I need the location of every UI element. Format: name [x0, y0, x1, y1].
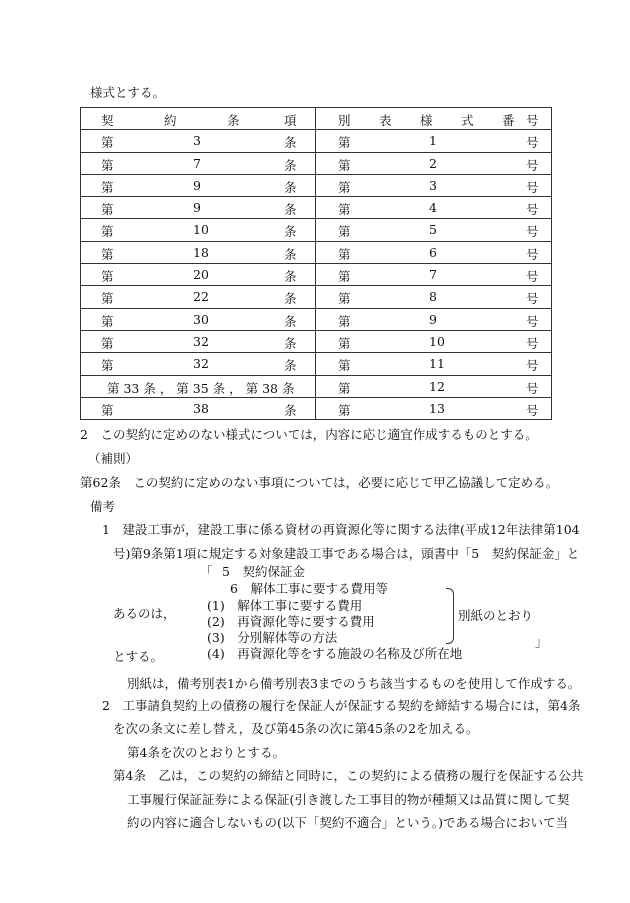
subitem-4: (4) 再資源化等をする施設の名称及び所在地: [207, 646, 463, 661]
header-char: 様: [420, 113, 433, 128]
article-prefix: 第: [101, 358, 114, 374]
form-suffix: 号: [526, 335, 539, 351]
article-suffix: 条: [284, 335, 297, 351]
form-number: 9: [429, 311, 437, 327]
table-row: [81, 219, 552, 241]
article-number: 9: [193, 200, 201, 216]
note2-line1: 2 工事請負契約上の債務の履行を保証人が保証する契約を締結する場合には，第4条: [102, 698, 581, 713]
article-cell: [81, 308, 316, 330]
form-cell: [316, 152, 552, 174]
article-suffix: 条: [284, 202, 297, 218]
article-prefix: 第: [101, 291, 114, 307]
header-char: 項: [284, 113, 297, 128]
form-cell: [316, 219, 552, 241]
subitem-1: (1) 解体工事に要する費用: [207, 598, 363, 613]
article-cell: [81, 197, 316, 219]
form-number: 6: [429, 244, 437, 260]
form-suffix: 号: [526, 135, 539, 151]
article-suffix: 条: [284, 135, 297, 151]
table-row: [81, 286, 552, 308]
form-suffix: 号: [526, 313, 539, 329]
article-suffix: 条: [284, 224, 297, 240]
header-char: 別: [338, 113, 351, 128]
article-suffix: 条: [284, 157, 297, 173]
header-char: 式: [461, 113, 474, 128]
table-row: [81, 197, 552, 219]
header-article: [81, 108, 316, 130]
article-cell: [81, 330, 316, 352]
form-prefix: 第: [338, 202, 351, 218]
article-prefix: 第: [101, 313, 114, 329]
article-cell: [81, 174, 316, 196]
form-number: 2: [429, 155, 437, 171]
table-row: [81, 330, 552, 352]
article-number: 7: [193, 155, 201, 171]
article-prefix: 第: [101, 202, 114, 218]
article-cell: [81, 353, 316, 375]
header-char: 号: [526, 113, 539, 128]
article-suffix: 条: [284, 402, 297, 418]
article-cell: [81, 375, 316, 397]
note1-line2: 号)第9条第1項に規定する対象建設工事である場合は，頭書中「5 契約保証金」と: [113, 546, 580, 561]
form-cell: [316, 241, 552, 263]
note2-line3: 第4条を次のとおりとする。: [127, 745, 285, 760]
article-cell: [81, 130, 316, 152]
article-number: 9: [193, 177, 201, 193]
form-cell: [316, 130, 552, 152]
article-cell: [81, 286, 316, 308]
form-suffix: 号: [526, 157, 539, 173]
table-row: [81, 375, 552, 397]
table-row: [81, 308, 552, 330]
form-cell: [316, 397, 552, 419]
article-number: 38: [193, 400, 209, 416]
form-number: 4: [429, 200, 437, 216]
form-suffix: 号: [526, 179, 539, 195]
article-cell: [81, 152, 316, 174]
article-number: 20: [193, 267, 209, 283]
article-cell: [81, 397, 316, 419]
item-5: 5 契約保証金: [222, 564, 305, 579]
form-number: 12: [429, 378, 445, 394]
article-prefix: 第: [101, 224, 114, 240]
article-prefix: 第: [101, 246, 114, 262]
article-prefix: 第: [101, 157, 114, 173]
item-6: 6 解体工事に要する費用等: [230, 581, 388, 596]
remarks-heading: 備考: [90, 499, 116, 514]
form-prefix: 第: [338, 402, 351, 418]
table-row: [81, 130, 552, 152]
article-number: 18: [193, 244, 209, 260]
form-suffix: 号: [526, 358, 539, 374]
header-char: 条: [227, 113, 240, 128]
form-suffix: 号: [526, 380, 539, 396]
table-row: [81, 264, 552, 286]
supplementary-heading: （補則）: [88, 451, 139, 466]
article-suffix: 条: [284, 291, 297, 307]
form-cell: [316, 308, 552, 330]
note1-line1: 1 建設工事が，建設工事に係る資材の再資源化等に関する法律(平成12年法律第104: [102, 522, 580, 537]
article-number: 3: [193, 133, 201, 149]
article-suffix: 条: [284, 358, 297, 374]
table-row: [81, 174, 552, 196]
header-char: 契: [101, 113, 114, 128]
header-char: 番: [502, 113, 515, 128]
form-suffix: 号: [526, 402, 539, 418]
form-prefix: 第: [338, 313, 351, 329]
article-4-line1: 第4条 乙は，この契約の締結と同時に，この契約による債務の履行を保証する公共: [113, 768, 584, 783]
article-number: 30: [193, 311, 209, 327]
article-suffix: 条: [284, 313, 297, 329]
article-combined: 第 33 条 ， 第 35 条 ， 第 38 条: [107, 380, 295, 396]
form-suffix: 号: [526, 269, 539, 285]
table-row: [81, 353, 552, 375]
article-prefix: 第: [101, 335, 114, 351]
form-prefix: 第: [338, 380, 351, 396]
table-row: [81, 397, 552, 419]
form-number: 3: [429, 177, 437, 193]
article-number: 22: [193, 289, 209, 305]
form-prefix: 第: [338, 246, 351, 262]
article-number: 10: [193, 222, 209, 238]
subitem-2: (2) 再資源化等に要する費用: [207, 614, 375, 629]
tosuru-text: とする。: [113, 649, 164, 664]
article-cell: [81, 241, 316, 263]
article-cell: [81, 264, 316, 286]
brace: [446, 588, 454, 644]
article-suffix: 条: [284, 179, 297, 195]
subitem-3: (3) 分別解体等の方法: [207, 630, 338, 645]
form-prefix: 第: [338, 358, 351, 374]
form-prefix: 第: [338, 157, 351, 173]
table-row: [81, 241, 552, 263]
form-cell: [316, 330, 552, 352]
form-prefix: 第: [338, 269, 351, 285]
form-number: 8: [429, 289, 437, 305]
form-suffix: 号: [526, 224, 539, 240]
header-form: [316, 108, 552, 130]
close-quote: 」: [535, 634, 548, 649]
form-cell: [316, 353, 552, 375]
form-prefix: 第: [338, 135, 351, 151]
forms-table: [80, 107, 552, 420]
form-prefix: 第: [338, 335, 351, 351]
form-suffix: 号: [526, 246, 539, 262]
aru-text: あるのは，: [113, 606, 176, 621]
bessi-line: 別紙は，備考別表1から備考別表3までのうち該当するものを使用して作成する。: [127, 676, 581, 691]
form-cell: [316, 286, 552, 308]
intro-text: 様式とする。: [90, 85, 166, 100]
form-number: 7: [429, 267, 437, 283]
header-char: 約: [164, 113, 177, 128]
form-number: 10: [429, 333, 445, 349]
form-prefix: 第: [338, 291, 351, 307]
form-cell: [316, 197, 552, 219]
article-suffix: 条: [284, 269, 297, 285]
article-prefix: 第: [101, 179, 114, 195]
article-suffix: 条: [284, 246, 297, 262]
form-cell: [316, 264, 552, 286]
article-4-line2: 工事履行保証証券による保証(引き渡した工事目的物が種類又は品質に関して契: [127, 792, 570, 807]
bessi-text: 別紙のとおり: [458, 608, 534, 623]
article-prefix: 第: [101, 402, 114, 418]
form-suffix: 号: [526, 202, 539, 218]
form-number: 1: [429, 133, 437, 149]
form-cell: [316, 375, 552, 397]
form-number: 13: [429, 400, 445, 416]
table-header-row: [81, 108, 552, 130]
article-number: 32: [193, 333, 209, 349]
article-prefix: 第: [101, 135, 114, 151]
open-quote: 「: [200, 564, 213, 579]
form-prefix: 第: [338, 179, 351, 195]
form-number: 11: [429, 356, 445, 372]
form-suffix: 号: [526, 291, 539, 307]
article-cell: [81, 219, 316, 241]
article-number: 32: [193, 356, 209, 372]
form-cell: [316, 174, 552, 196]
article-4-line3: 約の内容に適合しないもの(以下「契約不適合」という。)である場合において当: [127, 815, 569, 830]
form-number: 5: [429, 222, 437, 238]
article-62: 第62条 この契約に定めのない事項については，必要に応じて甲乙協議して定める。: [80, 475, 559, 490]
note2-line2: を次の条文に差し替え，及び第45条の次に第45条の2を加える。: [113, 721, 479, 736]
paragraph-2: 2 この契約に定めのない様式については，内容に応じ適宜作成するものとする。: [80, 427, 538, 442]
article-prefix: 第: [101, 269, 114, 285]
header-char: 表: [379, 113, 392, 128]
form-prefix: 第: [338, 224, 351, 240]
table-row: [81, 152, 552, 174]
